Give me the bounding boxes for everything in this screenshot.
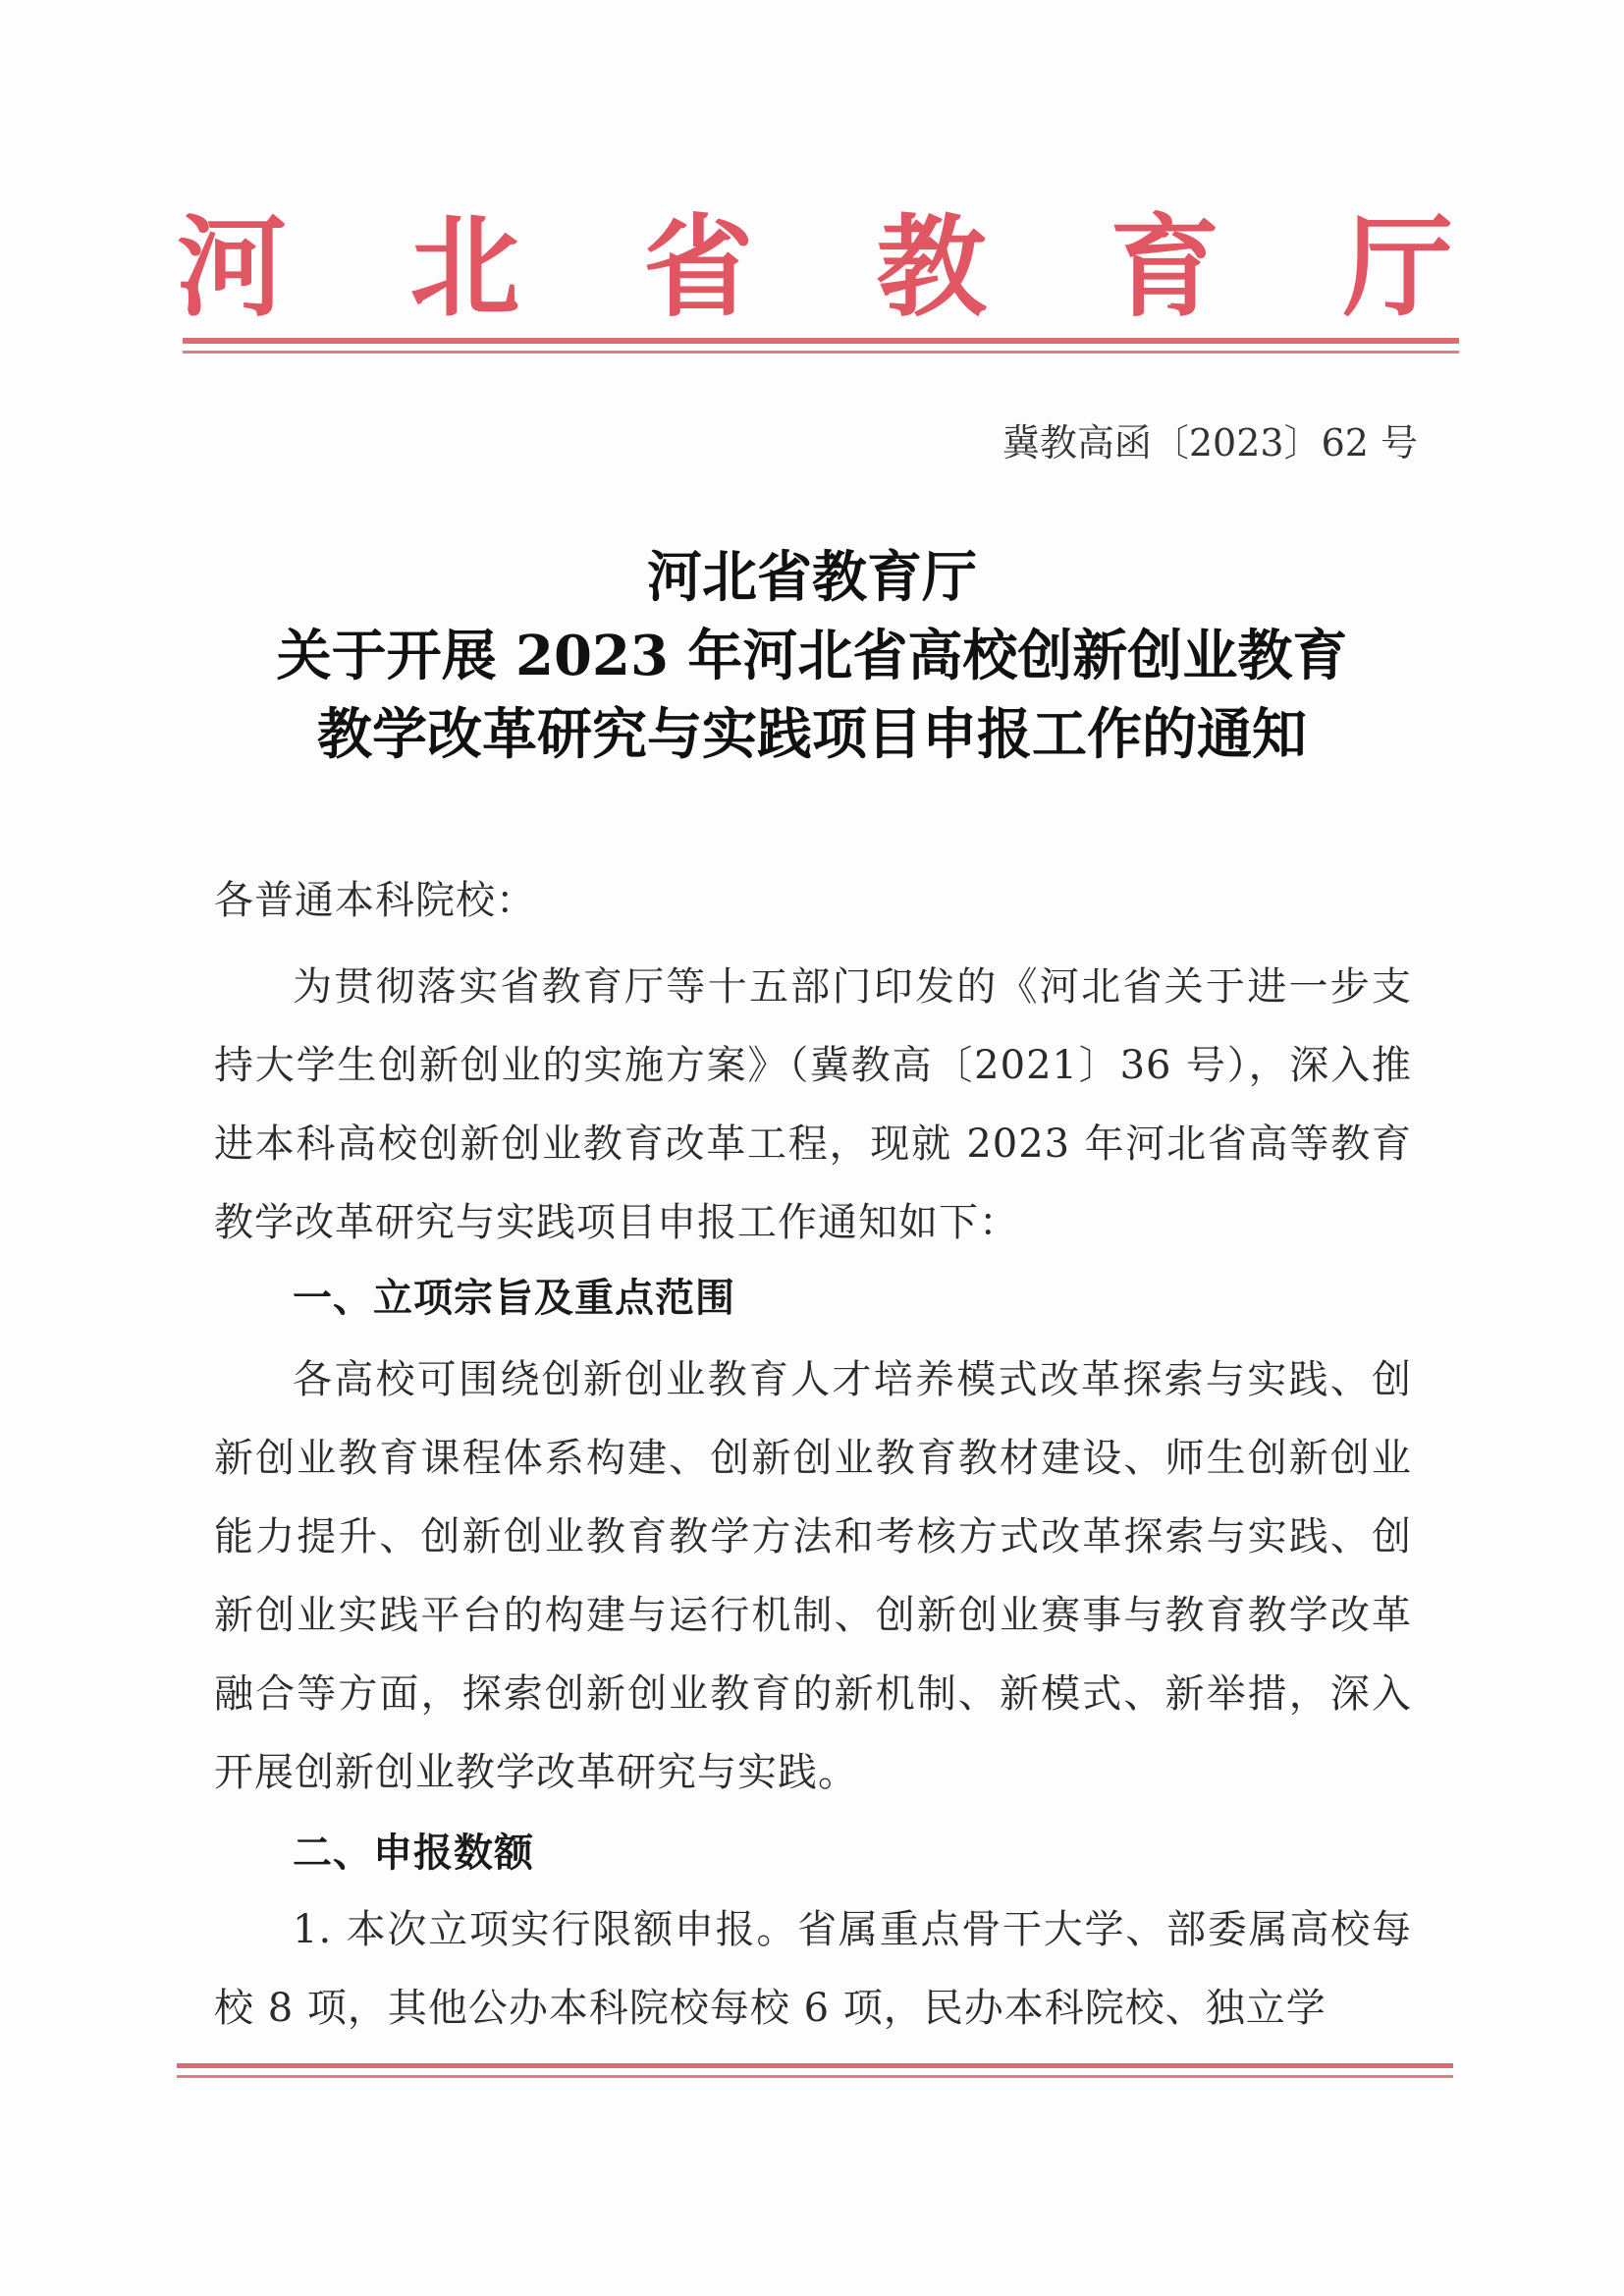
letterhead-char: 厅	[1342, 202, 1453, 332]
title-line-3: 教学改革研究与实践项目申报工作的通知	[317, 702, 1307, 767]
footer-rule-thick	[177, 2063, 1453, 2068]
letterhead-char: 省	[643, 202, 754, 332]
title-line-2: 关于开展 2023 年河北省高校创新创业教育	[276, 624, 1348, 688]
letterhead-char: 教	[876, 202, 987, 332]
document-number: 冀教高函〔2023〕62 号	[1001, 421, 1418, 465]
letterhead-rule-thin	[183, 351, 1459, 354]
footer-rule-thin	[177, 2075, 1453, 2078]
section-1-paragraph: 各高校可围绕创新创业教育人才培养模式改革探索与实践、创新创业教育课程体系构建、创新创业教育教材建设、师生创新创业能力提升、创新创业教育教学方法和考核方式改革探索与实践、创新创业实践平台的构建与运行机制、创新创业赛事与教育教学改革融合等方面，探索创新创业教育的新机制、新模式、新举措，深入开展创新创业教学改革研究与实践。	[214, 1357, 1412, 1795]
intro-paragraph: 为贯彻落实省教育厅等十五部门印发的《河北省关于进一步支持大学生创新创业的实施方案》（冀教高〔2021〕36 号），深入推进本科高校创新创业教育改革工程，现就 2023 年河北省高等教育教学改革研究与实践项目申报工作通知如下：	[214, 964, 1412, 1245]
letterhead-rule-thick	[183, 338, 1459, 344]
document-title	[0, 538, 1624, 774]
salutation: 各普通本科院校：	[214, 878, 536, 923]
section-heading-2: 二、申报数额	[293, 1831, 534, 1876]
letterhead-char: 河	[177, 202, 287, 332]
section-heading-1: 一、立项宗旨及重点范围	[293, 1276, 735, 1321]
letterhead-char: 育	[1110, 202, 1220, 332]
section-2-paragraph: 1. 本次立项实行限额申报。省属重点骨干大学、部委属高校每校 8 项，其他公办本科院校每校 6 项，民办本科院校、独立学	[214, 1907, 1412, 2031]
letterhead-char: 北	[409, 202, 520, 332]
title-line-1: 河北省教育厅	[647, 545, 977, 610]
letterhead	[177, 201, 1453, 334]
